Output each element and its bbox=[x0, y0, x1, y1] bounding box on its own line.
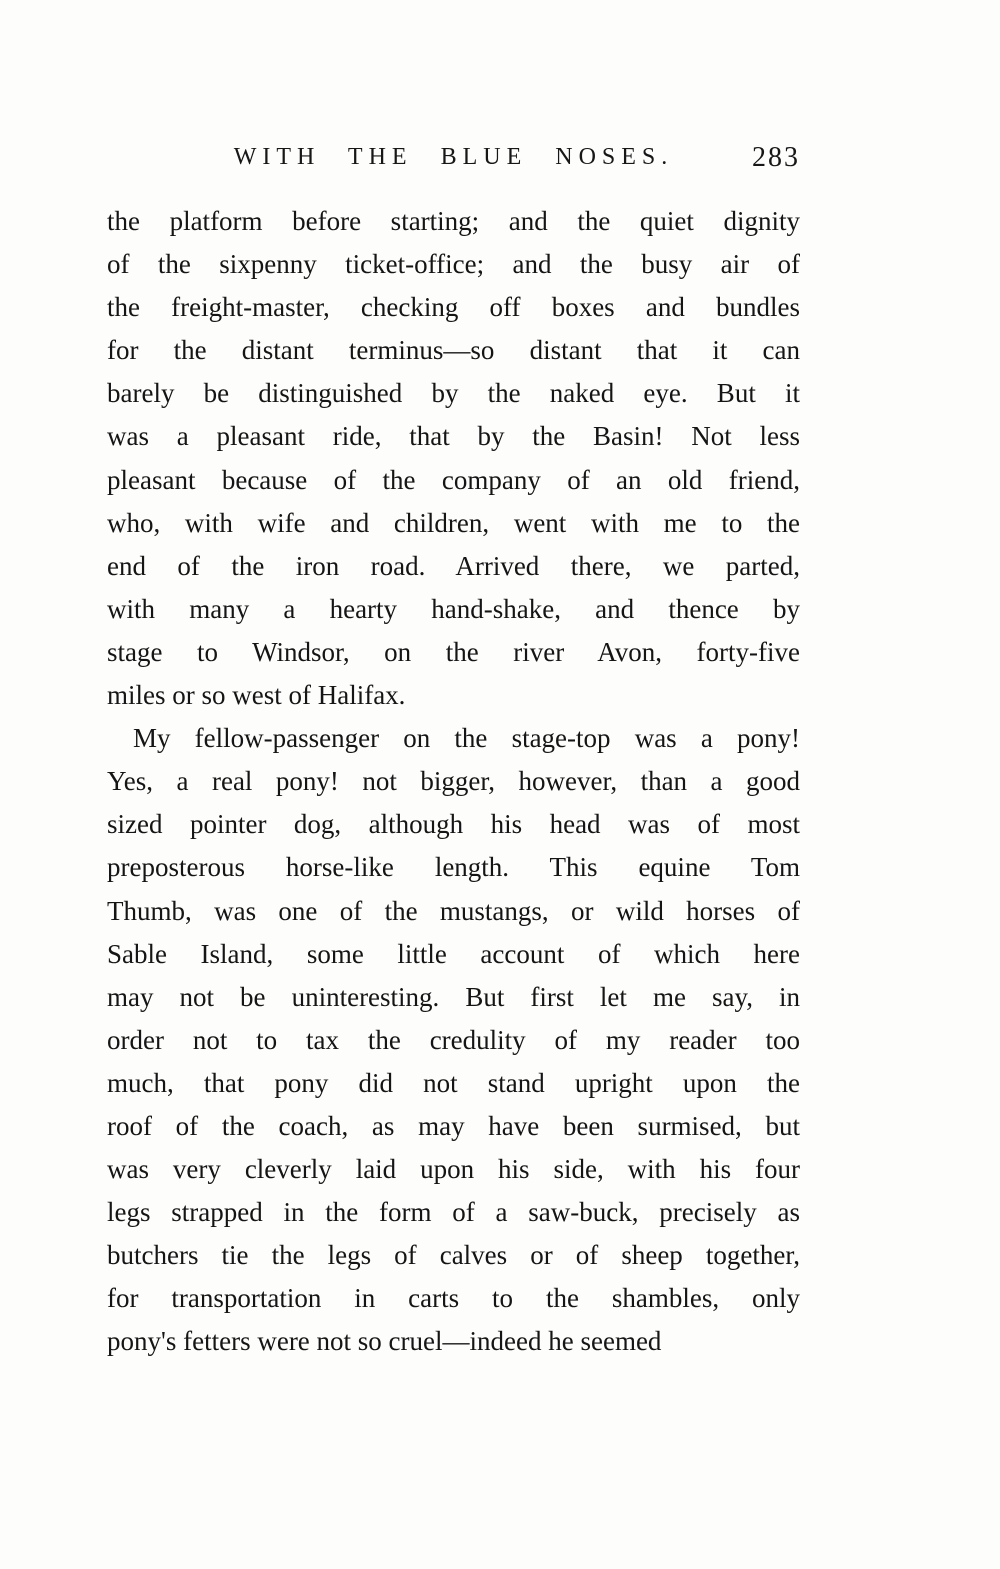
running-title: WITH THE BLUE NOSES. bbox=[233, 144, 674, 170]
body-text bbox=[107, 200, 800, 1364]
text-line: the freight-master, checking off boxes and bundles bbox=[107, 292, 800, 323]
text-line: was very cleverly laid upon his side, with his four bbox=[107, 1154, 800, 1185]
text-line: with many a hearty hand-shake, and thence by bbox=[107, 593, 800, 624]
text-line: end of the iron road. Arrived there, we parted, bbox=[107, 550, 800, 581]
text-line: pony's fetters were not so cruel—indeed he seemed bbox=[107, 1326, 662, 1357]
text-line: order not to tax the credulity of my reader too bbox=[107, 1024, 800, 1055]
text-line: Sable Island, some little account of which here bbox=[107, 938, 800, 969]
page-number: 283 bbox=[752, 142, 800, 173]
text-line: preposterous horse-like length. This equine Tom bbox=[107, 852, 800, 883]
text-line: My fellow-passenger on the stage-top was a pony! bbox=[133, 723, 800, 754]
text-line: may not be uninteresting. But first let me say, in bbox=[107, 981, 800, 1012]
text-line: of the sixpenny ticket-office; and the busy air of bbox=[107, 249, 800, 280]
text-line: stage to Windsor, on the river Avon, forty-five bbox=[107, 636, 800, 667]
text-line: barely be distinguished by the naked eye. But it bbox=[107, 378, 800, 409]
text-line: for transportation in carts to the shambles, only bbox=[107, 1283, 800, 1314]
text-line: sized pointer dog, although his head was of most bbox=[107, 809, 800, 840]
text-line: who, with wife and children, went with me to the bbox=[107, 507, 800, 538]
text-line: butchers tie the legs of calves or of sheep together, bbox=[107, 1240, 800, 1271]
text-line: Yes, a real pony! not bigger, however, than a good bbox=[107, 766, 800, 797]
text-line: for the distant terminus—so distant that it can bbox=[107, 335, 800, 366]
text-line: the platform before starting; and the quiet dignity bbox=[107, 206, 800, 236]
text-line: roof of the coach, as may have been surmised, but bbox=[107, 1110, 800, 1141]
text-line: legs strapped in the form of a saw-buck, precisely as bbox=[107, 1197, 800, 1228]
text-line: miles or so west of Halifax. bbox=[107, 680, 406, 711]
text-line: pleasant because of the company of an old friend, bbox=[107, 464, 800, 495]
text-line: much, that pony did not stand upright upon the bbox=[107, 1067, 800, 1098]
running-header bbox=[107, 142, 800, 178]
text-line: was a pleasant ride, that by the Basin! Not less bbox=[107, 421, 800, 452]
text-line: Thumb, was one of the mustangs, or wild horses of bbox=[107, 895, 800, 926]
